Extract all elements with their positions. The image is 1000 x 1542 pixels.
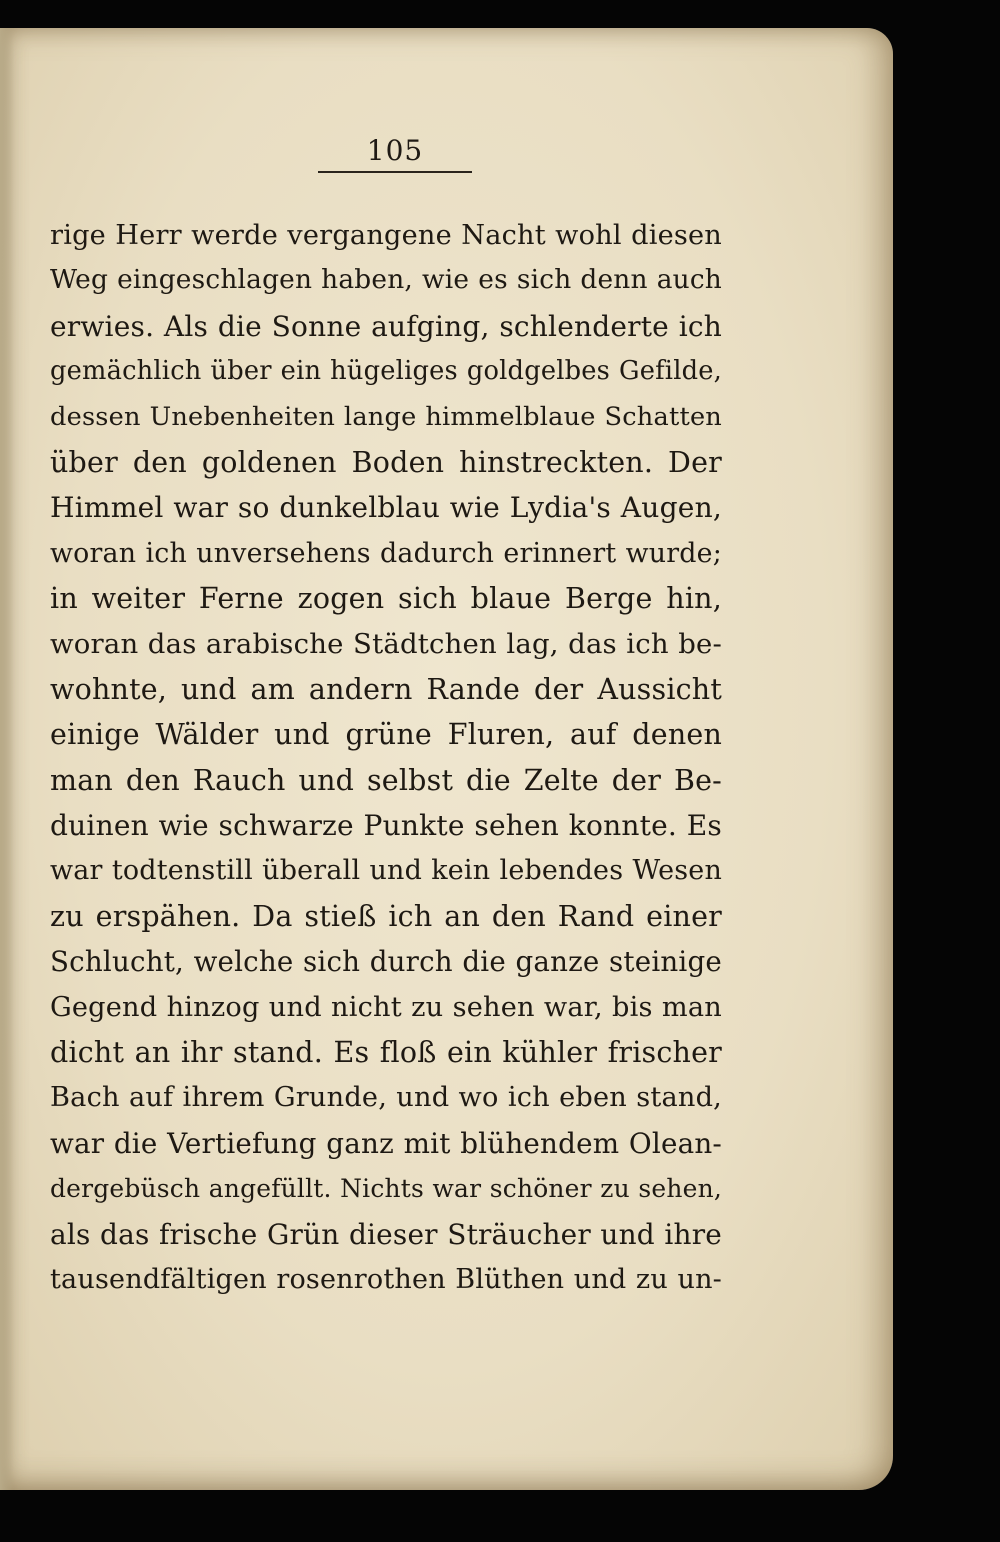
text-line: woran ich unversehens dadurch erinnert wurde;: [50, 537, 722, 569]
text-line: man den Rauch und selbst die Zelte der Be-: [50, 763, 722, 797]
text-line: über den goldenen Boden hinstreckten. Der: [50, 445, 722, 479]
text-line: einige Wälder und grüne Fluren, auf denen: [50, 718, 722, 752]
text-line: war todtenstill überall und kein lebendes Wesen: [50, 855, 722, 887]
text-line: woran das arabische Städtchen lag, das ich be-: [50, 627, 722, 660]
text-line: zu erspähen. Da stieß ich an den Rand einer: [50, 899, 722, 933]
text-line: Himmel war so dunkelblau wie Lydia's Augen,: [50, 491, 722, 525]
text-line: erwies. Als die Sonne aufging, schlenderte ich: [50, 309, 722, 343]
text-line: duinen wie schwarze Punkte sehen konnte. Es: [50, 809, 722, 843]
text-line: Bach auf ihrem Grunde, und wo ich eben stand,: [50, 1082, 722, 1114]
text-line: dicht an ihr stand. Es floß ein kühler frischer: [50, 1036, 722, 1070]
body-text: [50, 213, 722, 1302]
text-line: war die Vertiefung ganz mit blühendem Olean-: [50, 1126, 722, 1160]
page-number: 105: [366, 134, 424, 167]
text-line: in weiter Ferne zogen sich blaue Berge hin,: [50, 582, 722, 616]
paper-page: [0, 28, 893, 1490]
text-line: gemächlich über ein hügeliges goldgelbes Gefilde,: [50, 356, 722, 387]
text-line: dergebüsch angefüllt. Nichts war schöner zu sehen,: [50, 1174, 722, 1204]
text-line: dessen Unebenheiten lange himmelblaue Schatten: [50, 401, 722, 432]
page-gutter-shadow: [0, 28, 14, 1490]
text-line: tausendfältigen rosenrothen Blüthen und zu un-: [50, 1263, 722, 1295]
text-line: rige Herr werde vergangene Nacht wohl diesen: [50, 220, 722, 251]
text-line: Weg eingeschlagen haben, wie es sich denn auch: [50, 265, 722, 296]
header-rule: [318, 171, 472, 173]
text-line: Gegend hinzog und nicht zu sehen war, bis man: [50, 991, 722, 1023]
text-line: als das frische Grün dieser Sträucher und ihre: [50, 1217, 722, 1251]
text-line: wohnte, und am andern Rande der Aussicht: [50, 672, 722, 706]
text-line: Schlucht, welche sich durch die ganze steinige: [50, 945, 722, 979]
